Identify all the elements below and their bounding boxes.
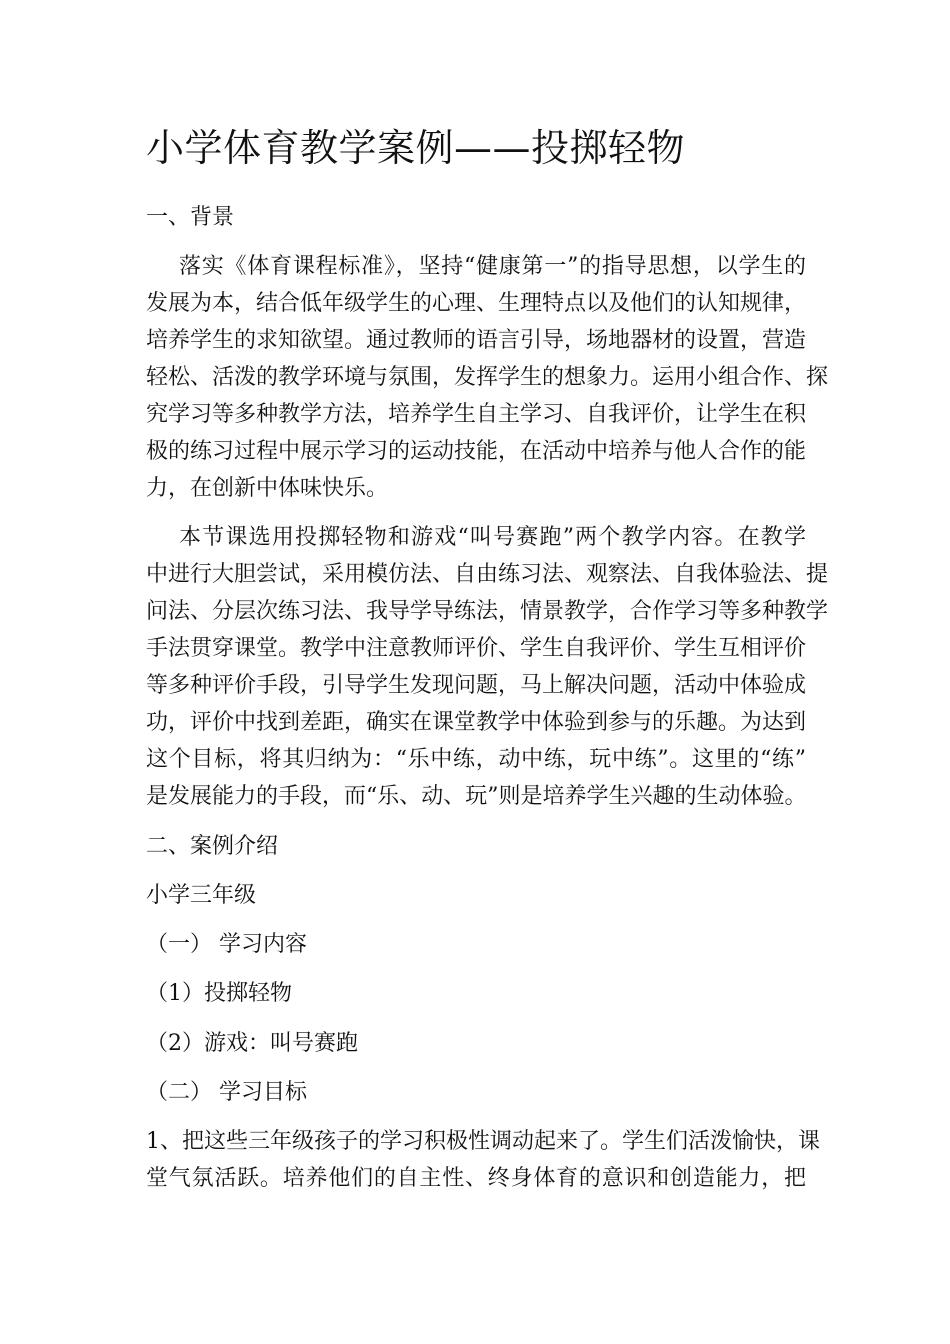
paragraph-line: 1、把这些三年级孩子的学习积极性调动起来了。学生们活泼愉快，课 xyxy=(146,1129,820,1154)
paragraph-line: 堂气氛活跃。培养他们的自主性、终身体育的意识和创造能力，把 xyxy=(146,1166,806,1191)
subsection-heading-content: （一） 学习内容 xyxy=(146,932,307,957)
subsection-heading-goals: （二） 学习目标 xyxy=(146,1080,307,1105)
paragraph-line: 发展为本，结合低年级学生的心理、生理特点以及他们的认知规律， xyxy=(146,291,807,316)
grade-label: 小学三年级 xyxy=(146,883,257,908)
paragraph-line: 落实《体育课程标准》，坚持“健康第一”的指导思想，以学生的 xyxy=(179,254,806,279)
paragraph-line: 是发展能力的手段，而“乐、动、玩”则是培养学生兴趣的生动体验。 xyxy=(146,784,807,809)
paragraph-line: 等多种评价手段，引导学生发现问题，马上解决问题，活动中体验成 xyxy=(146,673,807,698)
list-item: （1）投掷轻物 xyxy=(146,981,292,1006)
paragraph-line: 中进行大胆尝试，采用模仿法、自由练习法、观察法、自我体验法、提 xyxy=(146,562,829,587)
list-item: （2）游戏：叫号赛跑 xyxy=(146,1031,358,1056)
paragraph-line: 问法、分层次练习法、我导学导练法，情景教学，合作学习等多种教学 xyxy=(146,599,829,624)
paragraph-line: 手法贯穿课堂。教学中注意教师评价、学生自我评价、学生互相评价 xyxy=(146,636,807,661)
paragraph-line: 力，在创新中体味快乐。 xyxy=(146,476,389,501)
paragraph-line: 极的练习过程中展示学习的运动技能，在活动中培养与他人合作的能 xyxy=(146,439,807,464)
section-heading-background: 一、背景 xyxy=(146,205,235,230)
paragraph-line: 轻松、活泼的教学环境与氛围，发挥学生的想象力。运用小组合作、探 xyxy=(146,365,829,390)
paragraph-line: 究学习等多种教学方法，培养学生自主学习、自我评价，让学生在积 xyxy=(146,402,807,427)
paragraph-line: 这个目标，将其归纳为：“乐中练，动中练，玩中练”。这里的“练” xyxy=(146,747,806,772)
section-heading-case: 二、案例介绍 xyxy=(146,834,279,859)
paragraph-line: 培养学生的求知欲望。通过教师的语言引导，场地器材的设置，营造 xyxy=(146,328,807,353)
paragraph-line: 功，评价中找到差距，确实在课堂教学中体验到参与的乐趣。为达到 xyxy=(146,710,807,735)
document-title: 小学体育教学案例——投掷轻物 xyxy=(146,126,686,170)
paragraph-line: 本节课选用投掷轻物和游戏“叫号赛跑”两个教学内容。在教学 xyxy=(179,525,806,550)
